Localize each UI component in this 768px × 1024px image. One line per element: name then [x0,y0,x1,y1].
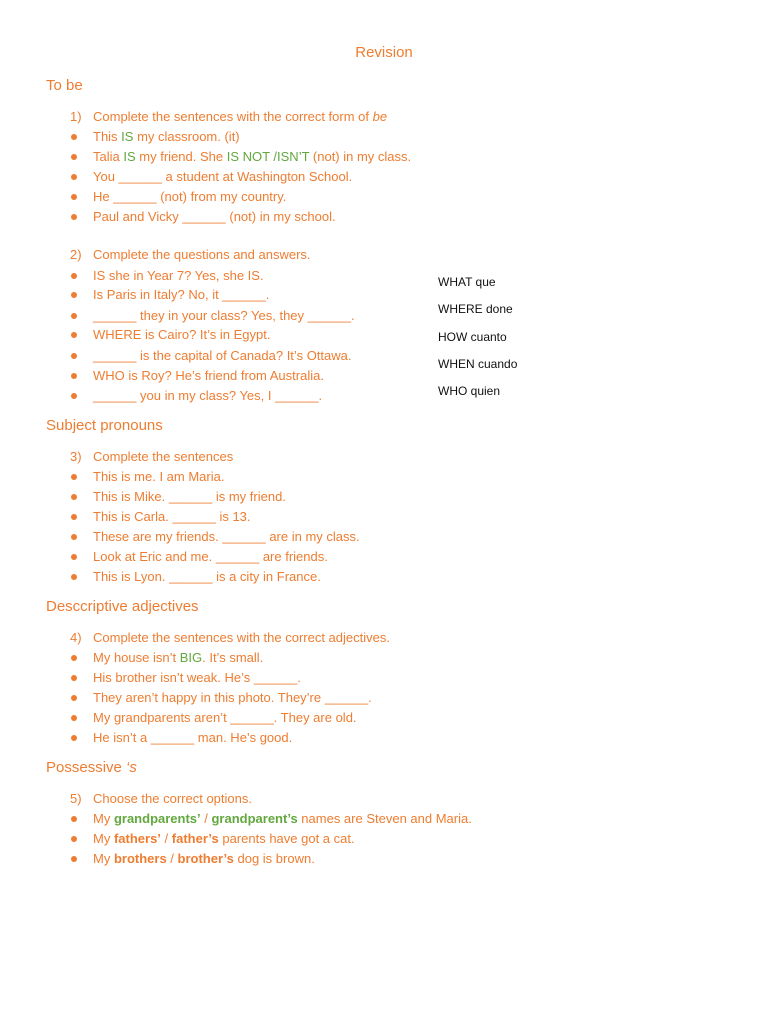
exercise-number: 3) [70,449,82,464]
bullet-icon [71,174,77,180]
bullet-icon [71,332,77,338]
bullet-icon [71,836,77,842]
bullet-icon [71,675,77,681]
bullet-icon [71,214,77,220]
bullet-icon [71,514,77,520]
bullet-icon [71,534,77,540]
side-note: WHAT que [438,275,496,289]
bullet-icon [71,134,77,140]
exercise-number: 2) [70,247,82,262]
bullet-icon [71,194,77,200]
bullet-icon [71,494,77,500]
bullet-icon [71,735,77,741]
exercise-number: 1) [70,109,82,124]
bullet-icon [71,655,77,661]
exercise-number: 5) [70,791,82,806]
bullet-icon [71,273,77,279]
section-heading-possessive: Possessive ‘s [46,759,137,776]
exercise-number: 4) [70,630,82,645]
section-heading-descriptive-adjectives: Desccriptive adjectives [46,598,199,615]
bullet-icon [71,695,77,701]
page-title: Revision [355,44,413,61]
bullet-icon [71,856,77,862]
bullet-icon [71,474,77,480]
side-note: WHEN cuando [438,357,518,371]
section-heading-to-be: To be [46,77,83,94]
side-note: HOW cuanto [438,330,507,344]
bullet-icon [71,353,77,359]
bullet-icon [71,574,77,580]
bullet-icon [71,154,77,160]
bullet-icon [71,816,77,822]
side-note: WHO quien [438,384,501,398]
section-heading-subject-pronouns: Subject pronouns [46,417,163,434]
bullet-icon [71,715,77,721]
bullet-icon [71,554,77,560]
bullet-icon [71,393,77,399]
side-note: WHERE done [438,302,513,316]
bullet-icon [71,373,77,379]
worksheet-page: Revision To be 1) Complete the sentences with the correct form of be This IS my classroom. (it) Talia IS my friend. She IS NOT /ISN’T (not) in my class. You ______ a student at Washington School. He ______ (not) from my country. Paul and Vicky ______ (not) in my school. 2) Complete the questions and answers. IS she in Year 7? Yes, she IS. Is Paris in Italy? No, it ______. ______ they in your class? Yes, they ______. WHERE is Cairo? It’s in Egypt. ______ is the capital of Canada? It’s Ottawa. WHO is Roy? He’s friend from Australia. ______ you in my class? Yes, I ______. WHAT que WHERE done HOW cuanto WHEN cuando WHO quien Subject pronouns 3) Complete the sentences This is me. I am Maria. This is Mike. ______ is my friend. This is Carla. ______ is 13. These are my friends. ______ are in my class. Look at Eric and me. ______ are friends. This is Lyon. ______ is a city in France. Desccriptive adjectives 4) Complete the sentences with the correct adjectives. My house isn’t BIG. It’s small. His brother isn’t weak. He’s ______. They aren’t happy in this photo. They’re ______. My grandparents aren’t ______. They are old. He isn’t a ______ man. He’s good. Possessive ‘s 5) Choose the correct options. My grandparents’ / grandparent’s names are Steven and Maria. My fathers’ / father’s parents have got a cat. My brothers / brother’s dog is brown. [0,0,768,1024]
bullet-icon [71,313,77,319]
bullet-icon [71,292,77,298]
